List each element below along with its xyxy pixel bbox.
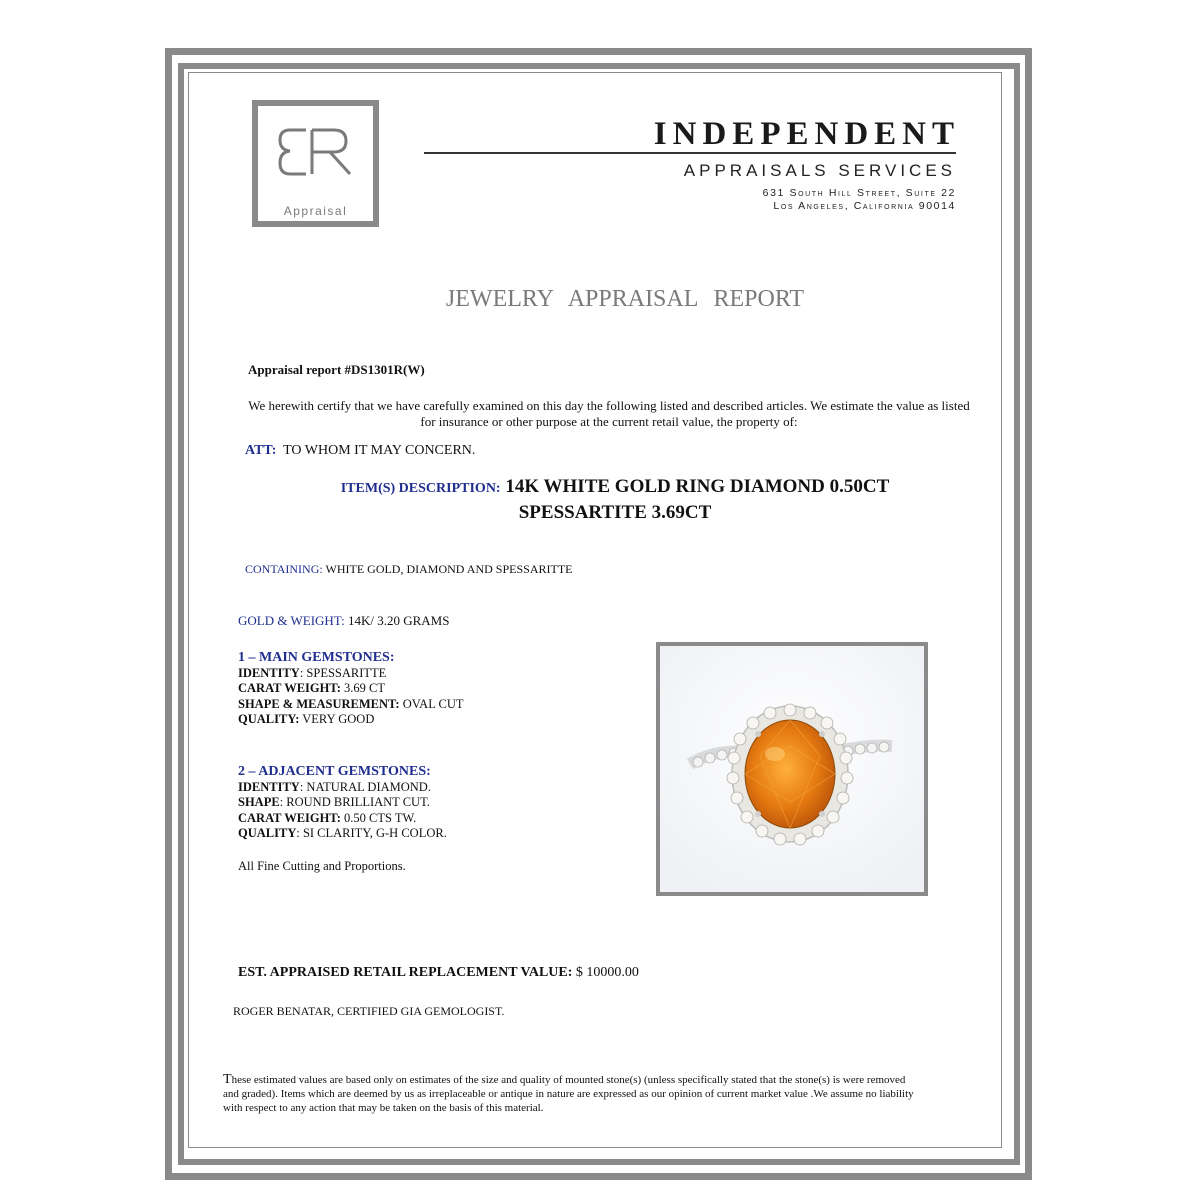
- br-monogram-icon: [276, 124, 356, 180]
- logo-label: Appraisal: [283, 204, 348, 218]
- main-shape: SHAPE & MEASUREMENT: OVAL CUT: [238, 696, 464, 711]
- item-description: [250, 475, 980, 525]
- br-appraisal-logo: [252, 100, 379, 227]
- containing-label: CONTAINING:: [245, 562, 323, 576]
- header-rule: [424, 152, 956, 154]
- item-description-label: ITEM(S) DESCRIPTION:: [340, 481, 501, 496]
- fine-cutting-note: All Fine Cutting and Proportions.: [238, 859, 406, 873]
- att-label: ATT:: [245, 443, 277, 458]
- br-logo-mark: [258, 124, 373, 185]
- company-address: [600, 187, 956, 213]
- item-description-line2: SPESSARTITE 3.69CT: [518, 502, 712, 523]
- main-quality: QUALITY: VERY GOOD: [238, 712, 375, 726]
- disclaimer: [223, 1073, 923, 1115]
- estimated-value-amount: $ 10000.00: [575, 965, 639, 980]
- spessartite-ring-image: [660, 646, 924, 892]
- inner-frame-line: [188, 72, 1002, 1148]
- att-value: TO WHOM IT MAY CONCERN.: [283, 443, 476, 458]
- estimated-value-line: [238, 965, 639, 981]
- main-carat: CARAT WEIGHT: 3.69 CT: [238, 681, 386, 695]
- adjacent-carat: CARAT WEIGHT: 0.50 CTS TW.: [238, 810, 417, 825]
- report-number: Appraisal report #DS1301R(W): [248, 362, 425, 377]
- adjacent-quality: QUALITY: SI CLARITY, G-H COLOR.: [238, 826, 447, 840]
- main-identity: IDENTITY: SPESSARITTE: [238, 665, 387, 680]
- company-name: INDEPENDENT: [653, 116, 960, 152]
- attention-line: [245, 443, 475, 459]
- gold-weight-label: GOLD & WEIGHT:: [238, 613, 345, 628]
- gold-weight-line: [238, 613, 449, 629]
- containing-value: WHITE GOLD, DIAMOND AND SPESSARITTE: [325, 562, 573, 576]
- certification-text: We herewith certify that we have carefully examined on this day the following listed and described articles. We estimate the value as listed for insurance or other purpose at the current retail value, the property of:: [248, 398, 970, 429]
- adjacent-gemstones-heading: 2 – ADJACENT GEMSTONES:: [238, 764, 431, 779]
- disclaimer-initial: T: [223, 1072, 232, 1087]
- adjacent-gemstones-section: [238, 764, 447, 842]
- main-gemstones-heading: 1 – MAIN GEMSTONES:: [238, 650, 395, 665]
- company-subtitle: APPRAISALS SERVICES: [683, 161, 956, 180]
- address-line-2: Los Angeles, California 90014: [773, 200, 956, 212]
- estimated-value-label: EST. APPRAISED RETAIL REPLACEMENT VALUE:: [238, 965, 573, 980]
- ring-photo: [656, 642, 928, 896]
- address-line-1: 631 South Hill Street, Suite 22: [762, 187, 956, 199]
- report-title: JEWELRY APPRAISAL REPORT: [445, 286, 805, 312]
- gold-weight-value: 14K/ 3.20 GRAMS: [347, 613, 450, 628]
- containing-line: [245, 562, 573, 577]
- disclaimer-text: hese estimated values are based only on estimates of the size and quality of mounted stone(s) (unless specifically stated that the stone(s) is were removed and graded). Items which are deemed by us as irreplaceable or antique in nature are expressed as our opinion of current market value .We assume no liability with respect to any action that may be taken on the basis of this material.: [223, 1074, 914, 1114]
- adjacent-shape: SHAPE: ROUND BRILLIANT CUT.: [238, 795, 430, 809]
- item-description-line1: 14K WHITE GOLD RING DIAMOND 0.50CT: [505, 476, 890, 497]
- adjacent-identity: IDENTITY: NATURAL DIAMOND.: [238, 779, 431, 794]
- gemologist-signature-line: ROGER BENATAR, CERTIFIED GIA GEMOLOGIST.: [233, 1004, 505, 1018]
- main-gemstones-section: [238, 650, 464, 728]
